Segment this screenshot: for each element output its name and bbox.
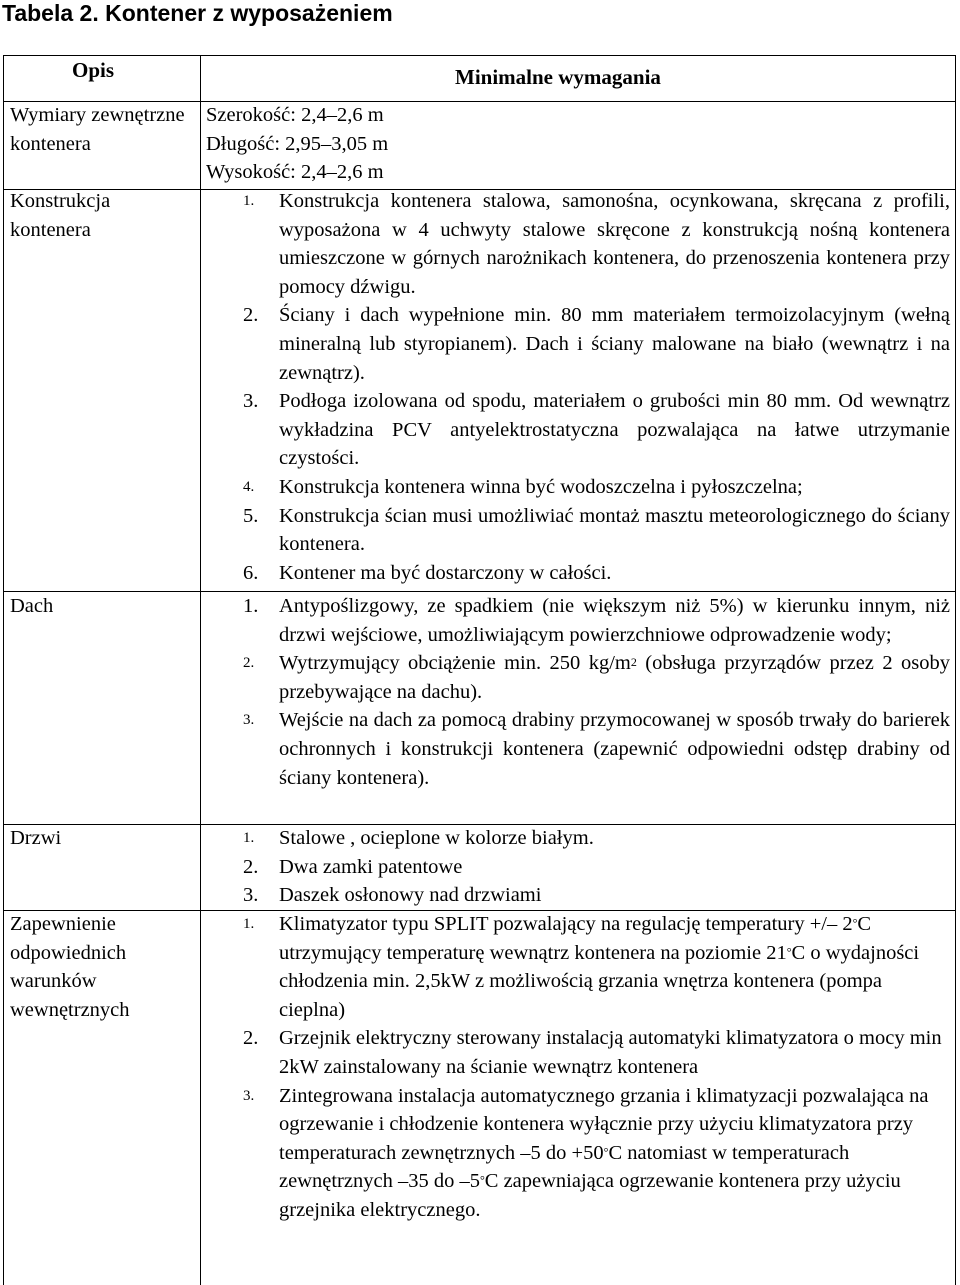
superscript-2: 2: [630, 655, 637, 670]
column-divider: [200, 55, 201, 1285]
item-text: Klimatyzator typu SPLIT pozwalający na regulację temperatury +/– 2: [279, 913, 853, 935]
item-text: Grzejnik elektryczny sterowany instalacją automatyki klimatyzatora o mocy min 2kW zainstalowany na ścianie wewnątrz kontenera: [279, 1027, 942, 1078]
list-item: [206, 301, 950, 387]
row-label-dach: Dach: [10, 595, 54, 617]
list-item: [206, 706, 950, 792]
list-item: [206, 910, 950, 1024]
item-text: Stalowe , ocieplone w kolorze białym.: [279, 827, 594, 849]
item-number: 1.: [243, 193, 255, 209]
degree-sign: °: [603, 1144, 609, 1159]
list-item: [206, 187, 950, 301]
item-text: Zintegrowana instalacja automatycznego grzania i klimatyzacji pozwalająca na ogrzewanie i chłodzenie kontenera wyłącznie przy użyciu klimatyzatora przy temperaturach zewnętrznych –5 do +50: [279, 1084, 929, 1164]
item-number: 1.: [243, 830, 255, 846]
item-text: C o wydajności chłodzenia min. 2,5kW z możliwością grzania wnętrza kontenera (pompa cieplna): [279, 941, 920, 1021]
item-number: 3.: [243, 1087, 255, 1104]
item-text: Podłoga izolowana od spodu, materiałem o grubości min 80 mm. Od wewnątrz wykładzina PCV antyelektrostatyczna pozwalająca na łatwe utrzymanie czystości.: [279, 390, 950, 470]
item-text: C natomiast w temperaturach zewnętrznych –35 do –5: [279, 1141, 850, 1193]
item-number: 2.: [243, 1027, 259, 1050]
header-minimalne-wymagania: Minimalne wymagania: [455, 65, 661, 89]
row-label-konstrukcja: Konstrukcja kontenera: [10, 190, 111, 241]
list-item: [206, 649, 950, 706]
door-cell: [206, 824, 950, 910]
row-label-drzwi: Drzwi: [10, 827, 62, 849]
degree-sign: °: [852, 916, 858, 930]
item-number: 2.: [243, 304, 259, 327]
item-text: Antypoślizgowy, ze spadkiem (nie większym niż 5%) w kierunku innym, niż drzwi wejściowe, umożliwiającym powierzchniowe odprowadzenie wody;: [279, 595, 950, 646]
item-number: 3.: [243, 390, 259, 413]
list-item: [206, 592, 950, 649]
list-item: [206, 387, 950, 473]
conditions-cell: [206, 910, 950, 1225]
item-number: 2.: [243, 855, 259, 878]
item-number: 1.: [243, 916, 255, 932]
item-text: Daszek osłonowy nad drzwiami: [279, 884, 542, 907]
item-text: Konstrukcja kontenera stalowa, samonośna, ocynkowana, skręcana z profili, wyposażona w 4 uchwyty stalowe skręcone z konstrukcją nośną kontenera umieszczone w górnych narożnikach kontenera, do przenoszenia kontenera przy pomocy dźwigu.: [279, 190, 950, 298]
item-text: Ściany i dach wypełnione min. 80 mm materiałem termoizolacyjnym (wełną mineralną lub styropianem). Dach i ściany malowane na biało (wewnątrz i na zewnątrz).: [279, 304, 950, 384]
list-item: [206, 1024, 950, 1081]
item-text: Kontener ma być dostarczony w całości.: [279, 561, 612, 584]
item-text: Konstrukcja kontenera winna być wodoszczelna i pyłoszczelna;: [279, 475, 803, 498]
roof-cell: [206, 592, 950, 792]
list-item: [206, 881, 950, 910]
item-text: C zapewniająca ogrzewanie kontenera przy użyciu grzejnika elektrycznego.: [279, 1170, 901, 1221]
item-text: Wytrzymujący obciążenie min. 250 kg/m: [279, 652, 631, 675]
row-label-warunki: Zapewnienie odpowiednich warunków wewnętrznych: [10, 913, 130, 1021]
list-item: [206, 1082, 950, 1225]
item-number: 2.: [243, 655, 255, 672]
item-number: 6.: [243, 561, 259, 584]
width-value: Szerokość: 2,4–2,6 m: [206, 104, 384, 126]
item-text: Wejście na dach za pomocą drabiny przymocowanej w sposób trwały do barierek ochronnych i konstrukcji kontenera (zapewnić odpowiedni odstęp drabiny od ściany kontenera).: [279, 709, 950, 789]
construction-cell: [206, 187, 950, 587]
list-item: [206, 853, 950, 882]
list-item: [206, 559, 950, 588]
header-opis: Opis: [72, 58, 115, 82]
item-text: Dwa zamki patentowe: [279, 855, 463, 878]
table-caption: Tabela 2. Kontener z wyposażeniem: [2, 0, 393, 26]
item-text: (obsługa przyrządów przez 2 osoby przebywające na dachu).: [279, 652, 950, 703]
item-number: 3.: [243, 712, 255, 729]
height-value: Wysokość: 2,4–2,6 m: [206, 161, 384, 184]
item-number: 5.: [243, 504, 259, 527]
degree-sign: °: [479, 1173, 485, 1188]
item-number: 3.: [243, 884, 259, 907]
degree-sign: °: [786, 944, 792, 959]
list-item: [206, 824, 950, 853]
item-number: 4.: [243, 478, 255, 495]
dimensions-cell: [206, 101, 950, 187]
row-label-wymiary: Wymiary zewnętrzne kontenera: [10, 104, 185, 155]
list-item: [206, 473, 950, 502]
length-value: Długość: 2,95–3,05 m: [206, 132, 389, 155]
list-item: [206, 502, 950, 559]
item-text: Konstrukcja ścian musi umożliwiać montaż masztu meteorologicznego do ściany kontenera.: [279, 504, 950, 556]
item-text: C utrzymujący temperaturę wewnątrz kontenera na poziomie 21: [279, 913, 872, 964]
item-number: 1.: [243, 595, 259, 617]
